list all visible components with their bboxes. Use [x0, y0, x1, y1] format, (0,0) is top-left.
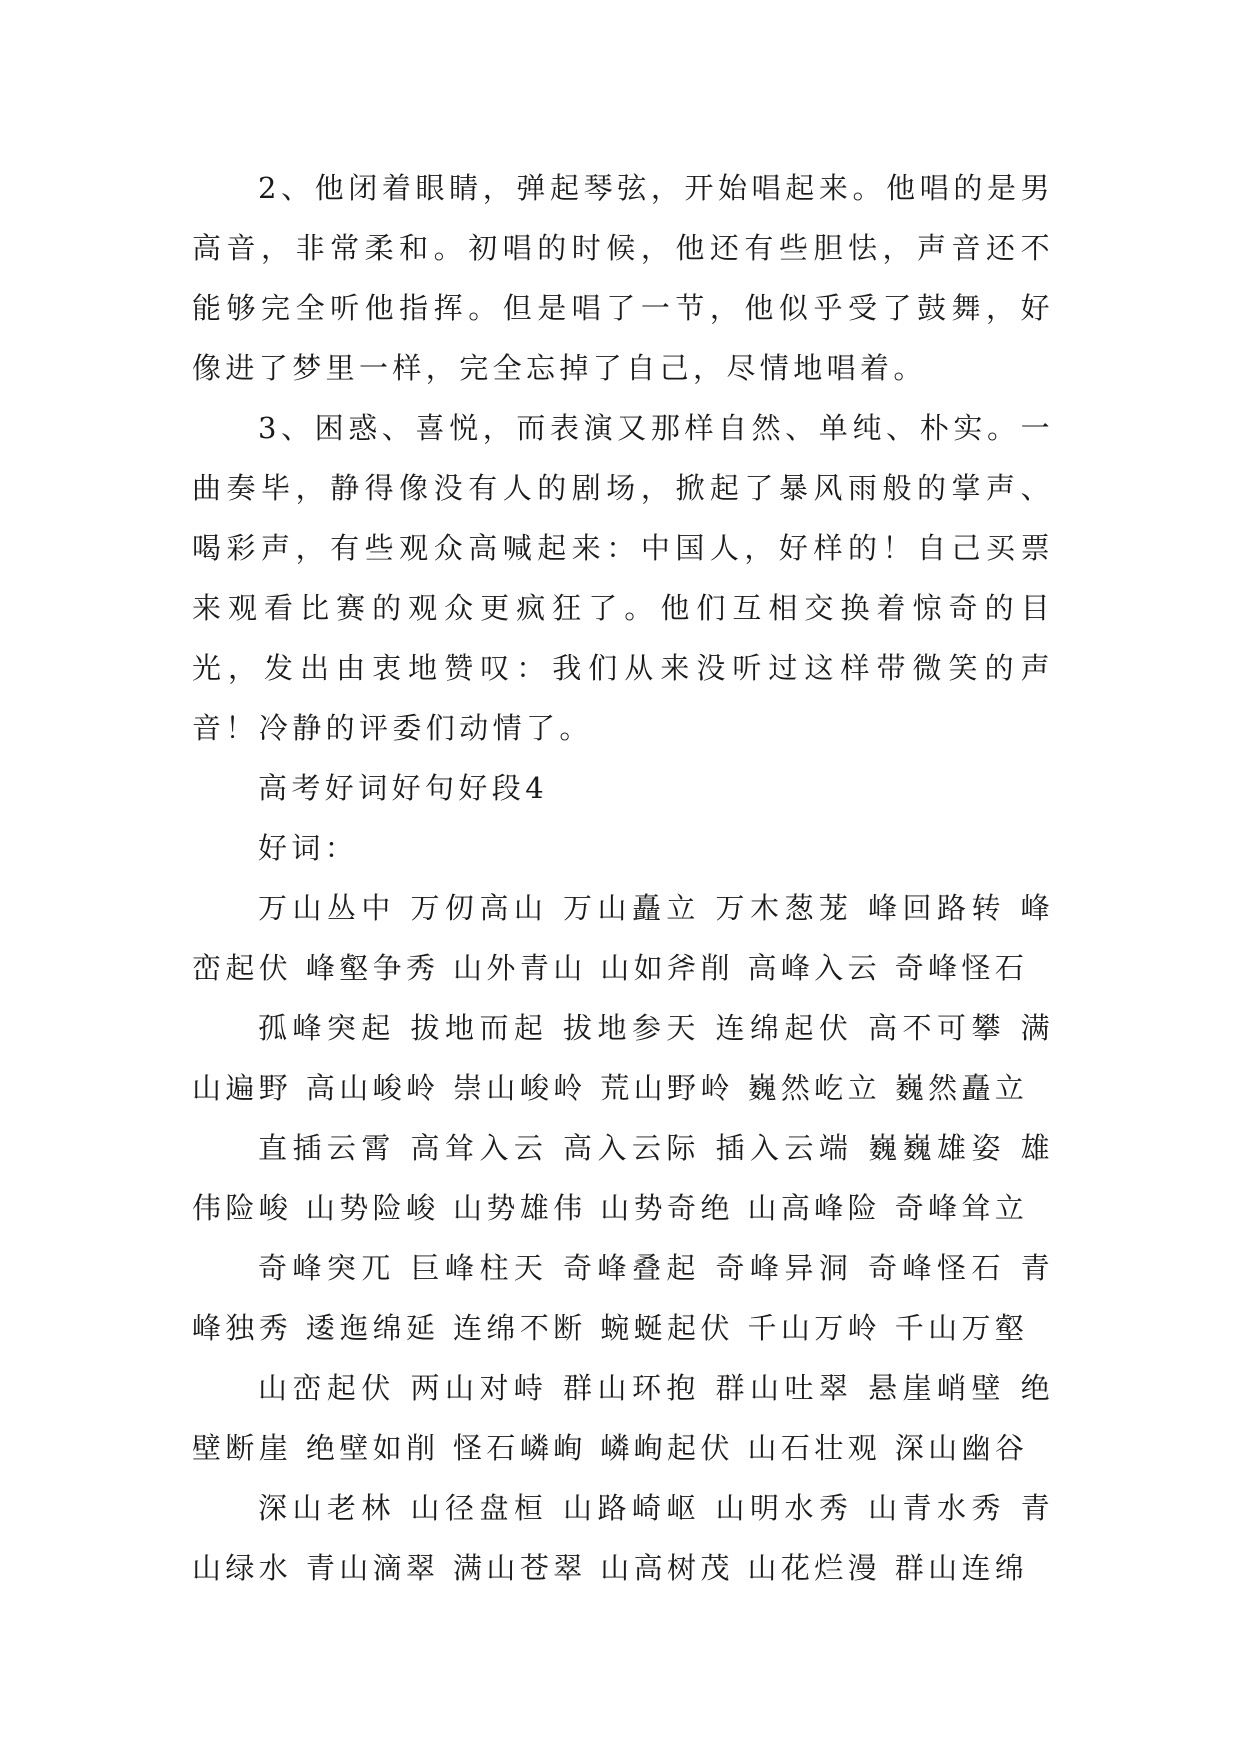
word-group: 直插云霄 高耸入云 高入云际 插入云端 巍巍雄姿 雄伟险峻 山势险峻 山势雄伟 山势奇绝 山高峰险 奇峰耸立: [192, 1131, 1054, 1225]
word-group: 山峦起伏 两山对峙 群山环抱 群山吐翠 悬崖峭壁 绝壁断崖 绝壁如削 怪石嶙峋 嶙峋起伏 山石壮观 深山幽谷: [192, 1371, 1054, 1465]
word-group: 深山老林 山径盘桓 山路崎岖 山明水秀 山青水秀 青山绿水 青山滴翠 满山苍翠 山高树茂 山花烂漫 群山连绵: [192, 1491, 1054, 1585]
word-group: 万山丛中 万仞高山 万山矗立 万木葱茏 峰回路转 峰峦起伏 峰壑争秀 山外青山 山如斧削 高峰入云 奇峰怪石: [192, 891, 1054, 985]
paragraph-3: 3、困惑、喜悦，而表演又那样自然、单纯、朴实。一曲奏毕，静得像没有人的剧场，掀起了暴风雨般的掌声、喝彩声，有些观众高喊起来：中国人，好样的！自己买票来观看比赛的观众更疯狂了。他们互相交换着惊奇的目光，发出由衷地赞叹：我们从来没听过这样带微笑的声音！冷静的评委们动情了。: [192, 411, 1054, 745]
document-page: [192, 158, 1054, 1598]
paragraph-2: 2、他闭着眼睛，弹起琴弦，开始唱起来。他唱的是男高音，非常柔和。初唱的时候，他还有些胆怯，声音还不能够完全听他指挥。但是唱了一节，他似乎受了鼓舞，好像进了梦里一样，完全忘掉了自己，尽情地唱着。: [192, 171, 1054, 385]
words-label: 好词：: [258, 831, 359, 865]
section-title: 高考好词好句好段4: [258, 771, 549, 805]
word-group: 孤峰突起 拔地而起 拔地参天 连绵起伏 高不可攀 满山遍野 高山峻岭 崇山峻岭 荒山野岭 巍然屹立 巍然矗立: [192, 1011, 1054, 1105]
word-group: 奇峰突兀 巨峰柱天 奇峰叠起 奇峰异洞 奇峰怪石 青峰独秀 逶迤绵延 连绵不断 蜿蜒起伏 千山万岭 千山万壑: [192, 1251, 1054, 1345]
